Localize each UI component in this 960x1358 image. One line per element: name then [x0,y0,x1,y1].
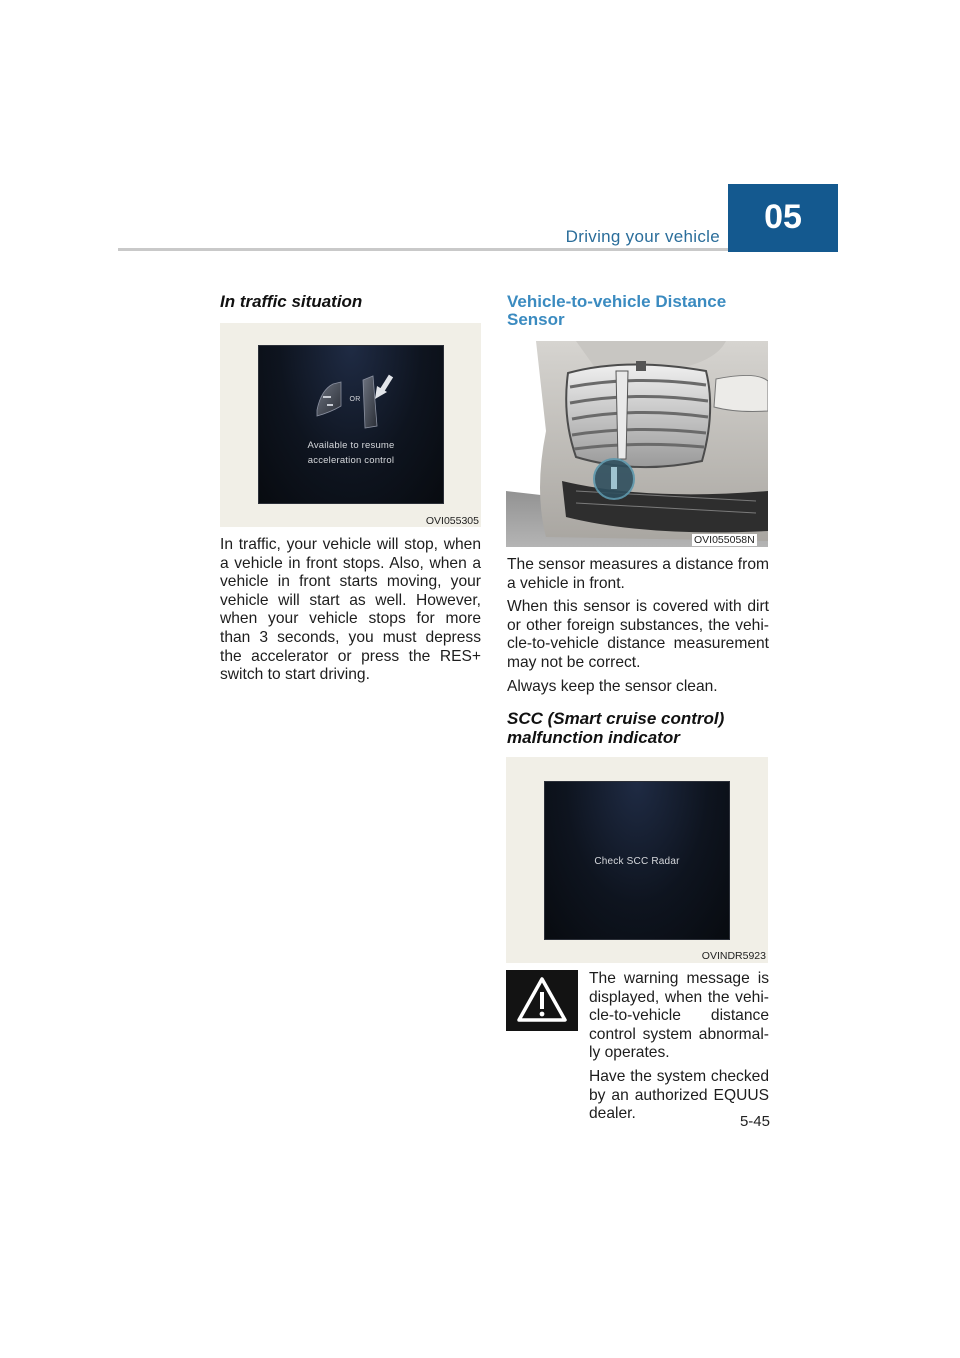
cluster-screen [258,345,444,504]
figure-code: OVI055058N [694,534,755,546]
heading-scc-malfunction [507,709,769,747]
screen-message-line2: acceleration control [307,455,395,466]
warning-triangle-icon [506,970,578,1031]
figure-code: OVI055305 [425,515,479,527]
figure-resume-acceleration [220,323,481,527]
heading-distance-sensor: Vehicle-to-vehicle Distance Sensor [507,292,727,329]
warning-text [589,970,769,1129]
figure-check-scc [506,757,768,963]
warning-paragraph-2: Have the system checked by an authorized EQUUS dealer. [589,1067,769,1123]
figure-car-front [506,341,768,547]
chapter-number: 05 [764,198,802,236]
page-number: 5-45 [739,1113,770,1130]
warning-paragraph-1: The warning message is displayed, when the vehi-cle-to-vehicle distance control system abnormal-ly operates. [589,970,769,1062]
paragraph-3: Always keep the sensor clean. [507,677,718,695]
paragraph-1: The sensor measures a distance from a vehicle in front. [507,556,769,592]
figure-code: OVINDR5923 [701,950,766,962]
section-title: Driving your vehicle [565,227,720,246]
paragraph-in-traffic: In traffic, your vehicle will stop, when a vehicle in front stops. Also, when a vehicle in front starts moving, your vehicle will start as well. However, when your vehicle stops for more than 3 seconds, you must depress the accelerator or press the RES+ switch to start driving. [220,536,481,684]
heading-in-traffic: In traffic situation [220,292,363,311]
sensor-description [507,556,769,701]
screen-message: Check SCC Radar [594,856,680,867]
warning-box [506,970,578,1031]
or-label: OR [349,396,361,403]
heading-line2: malfunction indicator [507,728,680,747]
heading-line1: SCC (Smart cruise control) [507,709,725,728]
car-front-illustration [506,341,768,547]
paragraph-2: When this sensor is covered with dirt or other foreign substances, the vehi-cle-to-vehicle distance measurement may not be correct. [507,598,769,671]
screen-message-line1: Available to resume [307,440,395,451]
header-rule [118,248,728,251]
cluster-screen [544,781,730,940]
